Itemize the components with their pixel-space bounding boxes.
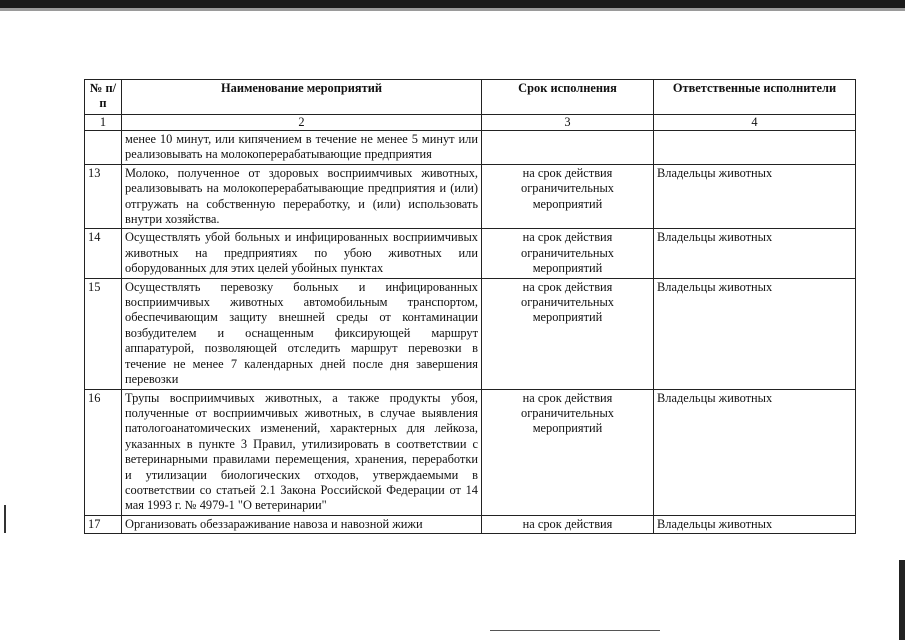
row-num: 15 bbox=[85, 278, 122, 389]
row-text: Осуществлять перевозку больных и инфицированных восприимчивых животных автомобильным транспортом, обеспечивающим защиту внешней среды от контаминации возбудителем и оснащенным фиксирующей маршрут аппаратурой, позволяющей отследить маршрут перевозки в течение не менее 7 календарных дней после дня завершения перевозки bbox=[122, 278, 482, 389]
row-text: Трупы восприимчивых животных, а также продукты убоя, полученные от восприимчивых животных, в случае выявления патологоанатомических изменений, характерных для лейкоза, указанных в пункте 3 Правил, утилизировать в соответствии с ветеринарными правилами перемещения, хранения, переработки и утилизации биологических отходов, утверждаемыми в соответствии со статьей 2.1 Закона Российской Федерации от 14 мая 1993 г. № 4979-1 "О ветеринарии" bbox=[122, 389, 482, 515]
table-row bbox=[85, 131, 856, 165]
header-term: Срок исполнения bbox=[482, 80, 654, 115]
scan-mark-left bbox=[4, 505, 6, 533]
row-term: на срок действия ограничительных мероприятий bbox=[482, 164, 654, 229]
col-number-2: 2 bbox=[122, 115, 482, 131]
row-resp: Владельцы животных bbox=[654, 389, 856, 515]
col-number-1: 1 bbox=[85, 115, 122, 131]
table-row bbox=[85, 389, 856, 515]
row-num: 14 bbox=[85, 229, 122, 278]
row-resp: Владельцы животных bbox=[654, 515, 856, 533]
table-row bbox=[85, 515, 856, 533]
measures-table bbox=[84, 79, 856, 534]
row-term: на срок действия ограничительных мероприятий bbox=[482, 229, 654, 278]
scan-edge-top-shadow bbox=[0, 8, 905, 11]
col-number-4: 4 bbox=[654, 115, 856, 131]
row-term: на срок действия ограничительных мероприятий bbox=[482, 278, 654, 389]
row-num: 16 bbox=[85, 389, 122, 515]
row-resp: Владельцы животных bbox=[654, 229, 856, 278]
scan-line-bottom bbox=[490, 630, 660, 631]
row-num: 17 bbox=[85, 515, 122, 533]
row-text: менее 10 минут, или кипячением в течение не менее 5 минут или реализовывать на молокоперерабатывающие предприятия bbox=[122, 131, 482, 165]
row-text: Осуществлять убой больных и инфицированных восприимчивых животных на предприятиях по убою животных или оборудованных для этих целей убойных пунктах bbox=[122, 229, 482, 278]
header-num: № п/п bbox=[85, 80, 122, 115]
row-resp: Владельцы животных bbox=[654, 164, 856, 229]
table-row bbox=[85, 164, 856, 229]
table-header-row bbox=[85, 80, 856, 115]
table-row bbox=[85, 278, 856, 389]
row-num: 13 bbox=[85, 164, 122, 229]
column-number-row bbox=[85, 115, 856, 131]
row-resp bbox=[654, 131, 856, 165]
table-row bbox=[85, 229, 856, 278]
header-resp: Ответственные исполнители bbox=[654, 80, 856, 115]
row-term bbox=[482, 131, 654, 165]
row-term: на срок действия bbox=[482, 515, 654, 533]
row-resp: Владельцы животных bbox=[654, 278, 856, 389]
scan-edge-top bbox=[0, 0, 905, 8]
row-num bbox=[85, 131, 122, 165]
col-number-3: 3 bbox=[482, 115, 654, 131]
scan-edge-right bbox=[899, 560, 905, 640]
header-name: Наименование мероприятий bbox=[122, 80, 482, 115]
row-term: на срок действия ограничительных мероприятий bbox=[482, 389, 654, 515]
row-text: Молоко, полученное от здоровых восприимчивых животных, реализовывать на молокоперерабатывающие предприятия и (или) отгружать на собственную переработку, и (или) использовать внутри хозяйства. bbox=[122, 164, 482, 229]
row-text: Организовать обеззараживание навоза и навозной жижи bbox=[122, 515, 482, 533]
